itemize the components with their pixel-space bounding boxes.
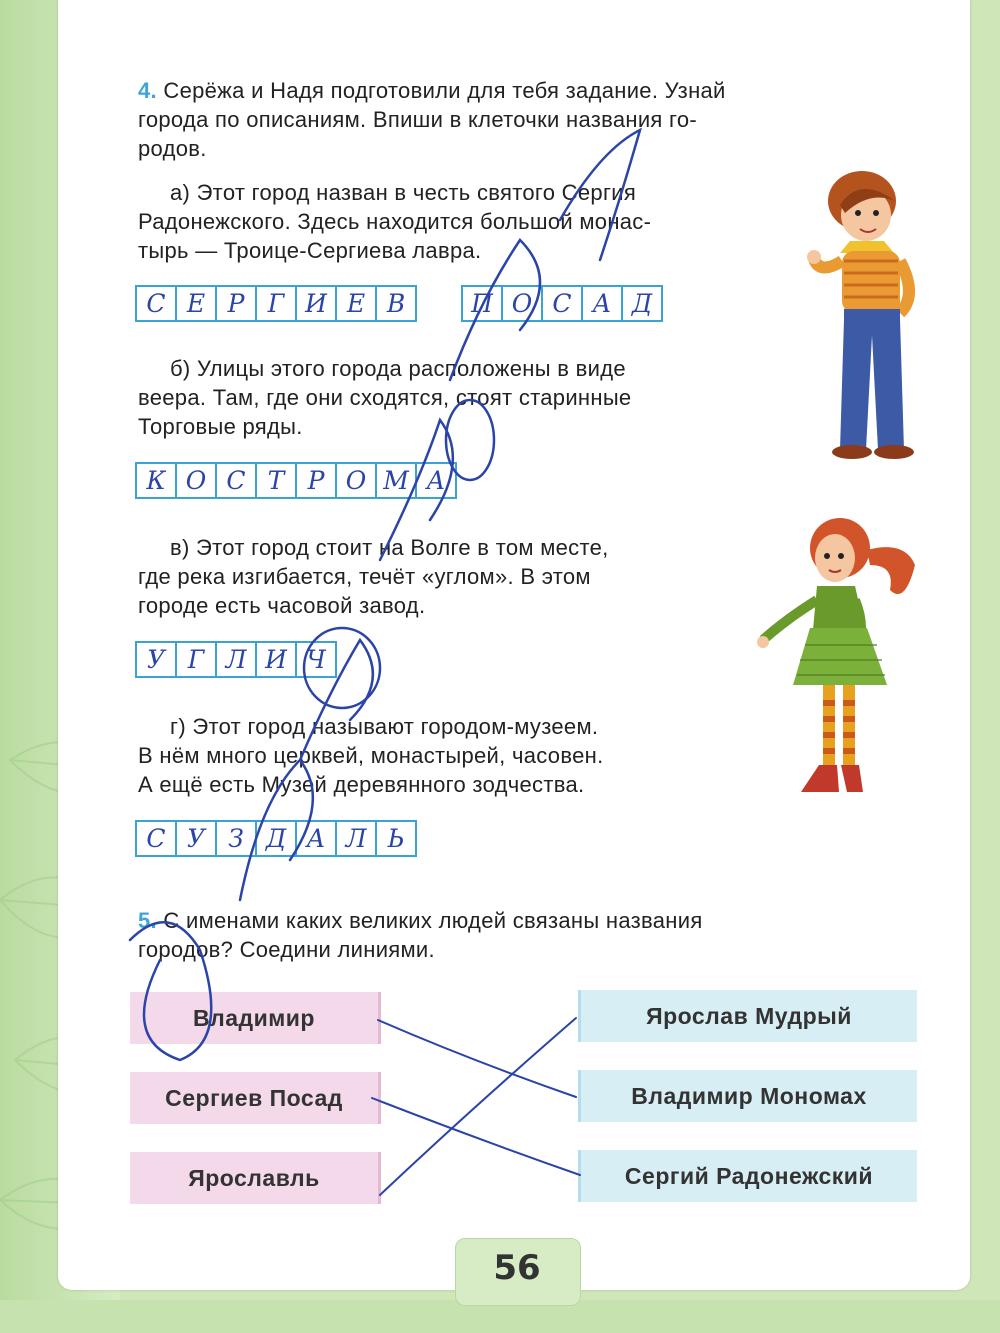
answer-cell[interactable]: А <box>583 287 623 320</box>
answer-cell[interactable]: У <box>177 822 217 855</box>
task4b-line1: б) Улицы этого города расположены в виде <box>170 356 626 381</box>
boy-illustration <box>800 165 935 465</box>
task4a-line3: тырь — Троице-Сергиева лавра. <box>138 238 482 263</box>
task4a-text <box>138 178 808 265</box>
task4v-line3: городе есть часовой завод. <box>138 593 426 618</box>
answer-cell[interactable]: С <box>543 287 583 320</box>
answer-cell[interactable]: Р <box>217 287 257 320</box>
answer-cell[interactable]: С <box>217 464 257 497</box>
person-box-vladimir-monomakh[interactable]: Владимир Мономах <box>578 1070 917 1122</box>
answer-cell[interactable]: Е <box>337 287 377 320</box>
task4b-text <box>138 354 808 441</box>
answer-cell[interactable]: У <box>137 643 177 676</box>
task4g-line2: В нём много церквей, монастырей, часовен. <box>138 743 604 768</box>
answer-cell[interactable]: Г <box>177 643 217 676</box>
answer-boxes-a-word2[interactable] <box>461 285 663 322</box>
page-number: 56 <box>493 1248 541 1288</box>
answer-cell[interactable]: Г <box>257 287 297 320</box>
person-box-sergiy-radonezhsky[interactable]: Сергий Радонежский <box>578 1150 917 1202</box>
task4a-line2: Радонежского. Здесь находится большой монас- <box>138 209 652 234</box>
answer-cell[interactable]: М <box>377 464 417 497</box>
task4a-line1: а) Этот город назван в честь святого Сергия <box>170 180 637 205</box>
task5-number: 5. <box>138 908 157 933</box>
answer-cell[interactable]: О <box>503 287 543 320</box>
city-box-yaroslavl[interactable]: Ярославль <box>130 1152 381 1204</box>
answer-cell[interactable]: Е <box>177 287 217 320</box>
answer-cell[interactable]: С <box>137 822 177 855</box>
task4-intro-line3: родов. <box>138 136 207 161</box>
answer-cell[interactable]: Д <box>257 822 297 855</box>
answer-cell[interactable]: Т <box>257 464 297 497</box>
answer-cell[interactable]: О <box>177 464 217 497</box>
answer-boxes-v[interactable] <box>135 641 337 678</box>
task4-number: 4. <box>138 78 157 103</box>
answer-cell[interactable]: Д <box>631 289 653 318</box>
task5-line2: городов? Соедини линиями. <box>138 937 435 962</box>
answer-cell[interactable]: И <box>257 643 297 676</box>
person-box-yaroslav-mudry[interactable]: Ярослав Мудрый <box>578 990 917 1042</box>
city-box-vladimir[interactable]: Владимир <box>130 992 381 1044</box>
task5-text <box>138 906 918 964</box>
answer-cell[interactable]: П <box>463 287 503 320</box>
answer-boxes-g[interactable] <box>135 820 417 857</box>
task4b-line3: Торговые ряды. <box>138 414 303 439</box>
task4b-line2: веера. Там, где они сходятся, стоят старинные <box>138 385 632 410</box>
answer-cell[interactable]: Р <box>297 464 337 497</box>
task4-intro-line2: города по описаниям. Впиши в клеточки названия го- <box>138 107 698 132</box>
answer-cell[interactable]: А <box>426 466 446 495</box>
answer-cell[interactable]: А <box>297 822 337 855</box>
answer-cell[interactable]: И <box>297 287 337 320</box>
task4v-line1: в) Этот город стоит на Волге в том месте, <box>170 535 609 560</box>
task4v-line2: где река изгибается, течёт «углом». В этом <box>138 564 591 589</box>
task4-intro-line1: Серёжа и Надя подготовили для тебя задание. Узнай <box>163 78 726 103</box>
task5-line1: С именами каких великих людей связаны названия <box>163 908 703 933</box>
answer-cell[interactable]: З <box>217 822 257 855</box>
answer-cell[interactable]: Ч <box>306 645 326 674</box>
answer-cell[interactable]: Л <box>337 822 377 855</box>
task4-intro <box>138 76 918 163</box>
task4v-text <box>138 533 758 620</box>
answer-boxes-b[interactable] <box>135 462 457 499</box>
answer-cell[interactable]: С <box>137 287 177 320</box>
task4g-line3: А ещё есть Музей деревянного зодчества. <box>138 772 585 797</box>
girl-illustration <box>755 510 930 800</box>
answer-cell[interactable]: Ь <box>387 824 405 853</box>
answer-cell[interactable]: К <box>137 464 177 497</box>
answer-cell[interactable]: О <box>337 464 377 497</box>
task4g-line1: г) Этот город называют городом-музеем. <box>170 714 599 739</box>
city-box-sergiev-posad[interactable]: Сергиев Посад <box>130 1072 381 1124</box>
answer-boxes-a-word1[interactable] <box>135 285 417 322</box>
answer-cell[interactable]: Л <box>217 643 257 676</box>
answer-cell[interactable]: В <box>386 289 406 318</box>
task4g-text <box>138 712 758 799</box>
